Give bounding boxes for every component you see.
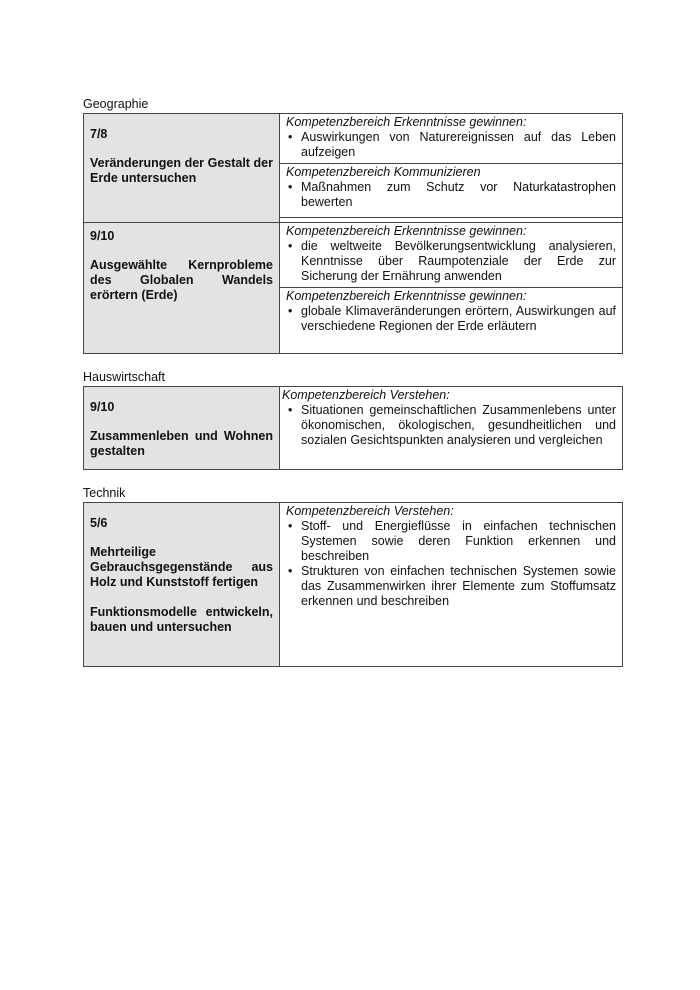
- competence-heading: Kompetenzbereich Erkenntnisse gewinnen:: [286, 289, 527, 303]
- grade-label: 9/10: [90, 229, 115, 243]
- geographie-table: [83, 113, 623, 354]
- list-item: • die weltweite Bevölkerungsentwicklung analysieren, Kenntnisse über Raumpotenziale der Erde zur Sicherung der Ernährung anwenden: [286, 239, 616, 284]
- competence-block: [280, 223, 622, 287]
- grade-topic-cell: [84, 114, 280, 223]
- list-item: • Stoff- und Energieflüsse in einfachen technischen Systemen sowie deren Funktion erkennen und beschreiben: [286, 519, 616, 564]
- table-row: [84, 503, 623, 667]
- grade-label: 9/10: [90, 400, 115, 414]
- competence-cell: [280, 114, 623, 223]
- section-title-geographie: Geographie: [83, 97, 149, 111]
- topic-title: Zusammenleben und Wohnen gestalten: [90, 429, 273, 458]
- topic-title: Funktionsmodelle entwickeln, bauen und untersuchen: [90, 605, 273, 634]
- list-item: • globale Klimaveränderungen erörtern, Auswirkungen auf verschiedene Regionen der Erde erläutern: [286, 304, 616, 334]
- section-spacer: [83, 470, 623, 485]
- list-item: • Auswirkungen von Naturereignissen auf das Leben aufzeigen: [286, 130, 616, 160]
- list-item: • Strukturen von einfachen technischen Systemen sowie das Zusammenwirken ihrer Elemente zum Stoffumsatz erkennen und beschreiben: [286, 564, 616, 609]
- row-gap: [280, 217, 622, 222]
- section-title-technik: Technik: [83, 486, 126, 500]
- document-page: [83, 96, 623, 667]
- competence-heading: Kompetenzbereich Erkenntnisse gewinnen:: [286, 115, 527, 129]
- section-title-hauswirtschaft: Hauswirtschaft: [83, 370, 165, 384]
- grade-label: 5/6: [90, 516, 108, 530]
- grade-topic-cell: [84, 387, 280, 470]
- hauswirtschaft-table: [83, 386, 623, 470]
- list-item: • Maßnahmen zum Schutz vor Naturkatastrophen bewerten: [286, 180, 616, 210]
- grade-topic-cell: [84, 503, 280, 667]
- table-row: [84, 114, 623, 223]
- table-row: [84, 387, 623, 470]
- competence-heading: Kompetenzbereich Verstehen:: [286, 504, 454, 518]
- competence-heading: Kompetenzbereich Kommunizieren: [286, 165, 481, 179]
- topic-title: Veränderungen der Gestalt der Erde untersuchen: [90, 156, 273, 185]
- list-item: • Situationen gemeinschaftlichen Zusammenlebens unter ökonomischen, ökologischen, gesundheitlichen und sozialen Gesichtspunkten analysieren und vergleichen: [286, 403, 616, 448]
- competence-block: [280, 287, 622, 337]
- competence-heading: Kompetenzbereich Erkenntnisse gewinnen:: [286, 224, 527, 238]
- competence-cell: [280, 503, 623, 667]
- technik-table: [83, 502, 623, 667]
- table-row: [84, 223, 623, 354]
- competence-cell: [280, 223, 623, 354]
- topic-title: Ausgewählte Kernprobleme des Globalen Wandels erörtern (Erde): [90, 258, 273, 302]
- grade-topic-cell: [84, 223, 280, 354]
- grade-label: 7/8: [90, 127, 108, 141]
- section-spacer: [83, 354, 623, 369]
- competence-block: [280, 503, 622, 612]
- topic-title: Mehrteilige Gebrauchsgegenstände aus Holz und Kunststoff fertigen: [90, 545, 273, 589]
- competence-heading: Kompetenzbereich Verstehen:: [282, 388, 450, 402]
- competence-block: [280, 387, 622, 451]
- competence-block: [280, 114, 622, 163]
- competence-cell: [280, 387, 623, 470]
- competence-block: [280, 163, 622, 213]
